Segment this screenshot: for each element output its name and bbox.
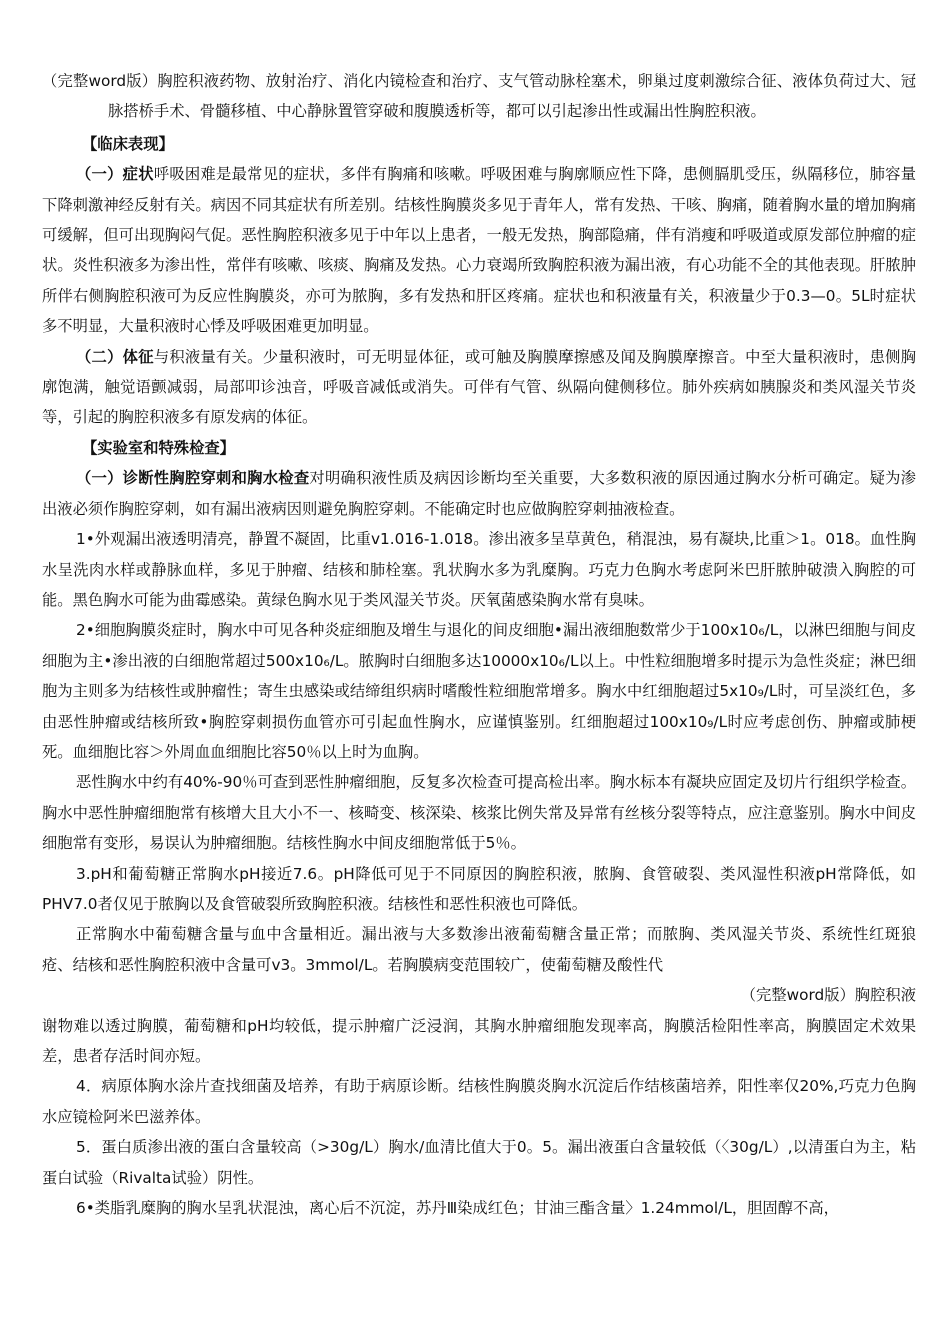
lipid-paragraph: 6•类脂乳糜胸的胸水呈乳状混浊，离心后不沉淀，苏丹Ⅲ染成红色；甘油三酯含量〉1.24mmol/L，胆固醇不高， [76, 1199, 839, 1218]
symptom-label: （一）症状 [76, 165, 154, 184]
symptom-paragraph [42, 159, 916, 341]
doc-title-label: （完整word版）胸腔积液 [42, 72, 220, 90]
sign-label: （二）体征 [76, 347, 154, 366]
pathogen-paragraph: 4．病原体胸水涂片查找细菌及培养，有助于病原诊断。结核性胸膜炎胸水沉淀后作结核菌培养，阳性率仅20%,巧克力色胸水应镜检阿米巴滋养体。 [42, 1077, 916, 1126]
section-heading-clinical: 【临床表现】 [82, 134, 174, 153]
document-page [42, 66, 916, 1223]
symptom-text: 呼吸困难是最常见的症状，多伴有胸痛和咳嗽。呼吸困难与胸廓顺应性下降，患侧膈肌受压，纵隔移位，肺容量下降刺激神经反射有关。病因不同其症状有所差别。结核性胸膜炎多见于青年人，常有发热、干咳、胸痛，随着胸水量的增加胸痛可缓解，但可出现胸闷气促。恶性胸腔积液多见于中年以上患者，一般无发热，胸部隐痛，伴有消瘦和呼吸道或原发部位肿瘤的症状。炎性积液多为渗出性，常伴有咳嗽、咳痰、胸痛及发热。心力衰竭所致胸腔积液为漏出液，有心功能不全的其他表现。肝脓肿所伴右侧胸腔积液可为反应性胸膜炎，亦可为脓胸，多有发热和肝区疼痛。症状也和积液量有关，积液量少于0.3—0。5L时症状多不明显，大量积液时心悸及呼吸困难更加明显。 [42, 165, 916, 336]
malignant-cells-paragraph: 恶性胸水中约有40%-90％可查到恶性肿瘤细胞，反复多次检查可提高检出率。胸水标本有凝块应固定及切片行组织学检查。胸水中恶性肿瘤细胞常有核增大且大小不一、核畸变、核深染、核浆比例失常及异常有丝核分裂等特点，应注意鉴别。胸水中间皮细胞常有变形，易误认为肿瘤细胞。结核性胸水中间皮细胞常低于5％。 [42, 773, 916, 853]
sign-text: 与积液量有关。少量积液时，可无明显体征，或可触及胸膜摩擦感及闻及胸膜摩擦音。中至大量积液时，患侧胸廓饱满，触觉语颤减弱，局部叩诊浊音，呼吸音减低或消失。可伴有气管、纵隔向健侧移位。肺外疾病如胰腺炎和类风湿关节炎等，引起的胸腔积液多有原发病的体征。 [42, 347, 916, 427]
sign-paragraph [42, 342, 916, 433]
glucose-continued-paragraph: 谢物难以透过胸膜，葡萄糖和pH均较低，提示肿瘤广泛浸润，其胸水肿瘤细胞发现率高，胸膜活检阳性率高，胸膜固定术效果差，患者存活时间亦短。 [42, 1016, 916, 1065]
diagnostic-label: （一）诊断性胸腔穿刺和胸水检查 [76, 469, 310, 488]
ph-paragraph: 3.pH和葡萄糖正常胸水pH接近7.6。pH降低可见于不同原因的胸腔积液，脓胸、食管破裂、类风湿性积液pH常降低，如PHV7.0者仅见于脓胸以及食管破裂所致胸腔积液。结核性和恶性积液也可降低。 [42, 864, 916, 913]
page-header-label: （完整word版）胸腔积液 [740, 986, 916, 1005]
appearance-paragraph: 1•外观漏出液透明清亮，静置不凝固，比重v1.016-1.018。渗出液多呈草黄色，稍混浊，易有凝块,比重＞1。018。血性胸水呈洗肉水样或静脉血样，多见于肿瘤、结核和肺栓塞。乳状胸水多为乳糜胸。巧克力色胸水考虑阿米巴肝脓肿破溃入胸腔的可能。黑色胸水可能为曲霉感染。黄绿色胸水见于类风湿关节炎。厌氧菌感染胸水常有臭味。 [42, 530, 916, 609]
section-heading-lab: 【实验室和特殊检查】 [82, 438, 235, 457]
intro-paragraph [42, 66, 916, 127]
glucose-paragraph: 正常胸水中葡萄糖含量与血中含量相近。漏出液与大多数渗出液葡萄糖含量正常；而脓胸、类风湿关节炎、系统性红斑狼疮、结核和恶性胸腔积液中含量可v3。3mmol/L。若胸膜病变范围较广，使葡萄糖及酸性代 [42, 925, 916, 974]
diagnostic-paragraph [42, 463, 916, 524]
diagnostic-text: 对明确积液性质及病因诊断均至关重要，大多数积液的原因通过胸水分析可确定。疑为渗出液必须作胸腔穿刺，如有漏出液病因则避免胸腔穿刺。不能确定时也应做胸腔穿刺抽液检查。 [42, 469, 916, 518]
cells-paragraph: 2•细胞胸膜炎症时，胸水中可见各种炎症细胞及增生与退化的间皮细胞•漏出液细胞数常少于100x10₆/L，以淋巴细胞与间皮细胞为主•渗出液的白细胞常超过500x10₆/L。脓胸时白细胞多达10000x10₆/L以上。中性粒细胞增多时提示为急性炎症；淋巴细胞为主则多为结核性或肿瘤性；寄生虫感染或结缔组织病时嗜酸性粒细胞常增多。胸水中红细胞超过5x10₉/L时，可呈淡红色，多由恶性肿瘤或结核所致•胸腔穿刺损伤血管亦可引起血性胸水，应谨慎鉴别。红细胞超过100x10₉/L时应考虑创伤、肿瘤或肺梗死。血细胞比容＞外周血血细胞比容50％以上时为血胸。 [42, 621, 916, 761]
protein-paragraph: 5．蛋白质渗出液的蛋白含量较高（>30g/L）胸水/血清比值大于0。5。漏出液蛋白含量较低（〈30g/L）,以清蛋白为主，粘蛋白试验（Rivalta试验）阴性。 [42, 1138, 916, 1187]
intro-text: 药物、放射治疗、消化内镜检查和治疗、支气管动脉栓塞术，卵巢过度刺激综合征、液体负荷过大、冠脉搭桥手术、骨髓移植、中心静脉置管穿破和腹膜透析等，都可以引起渗出性或漏出性胸腔积液。 [108, 72, 916, 121]
